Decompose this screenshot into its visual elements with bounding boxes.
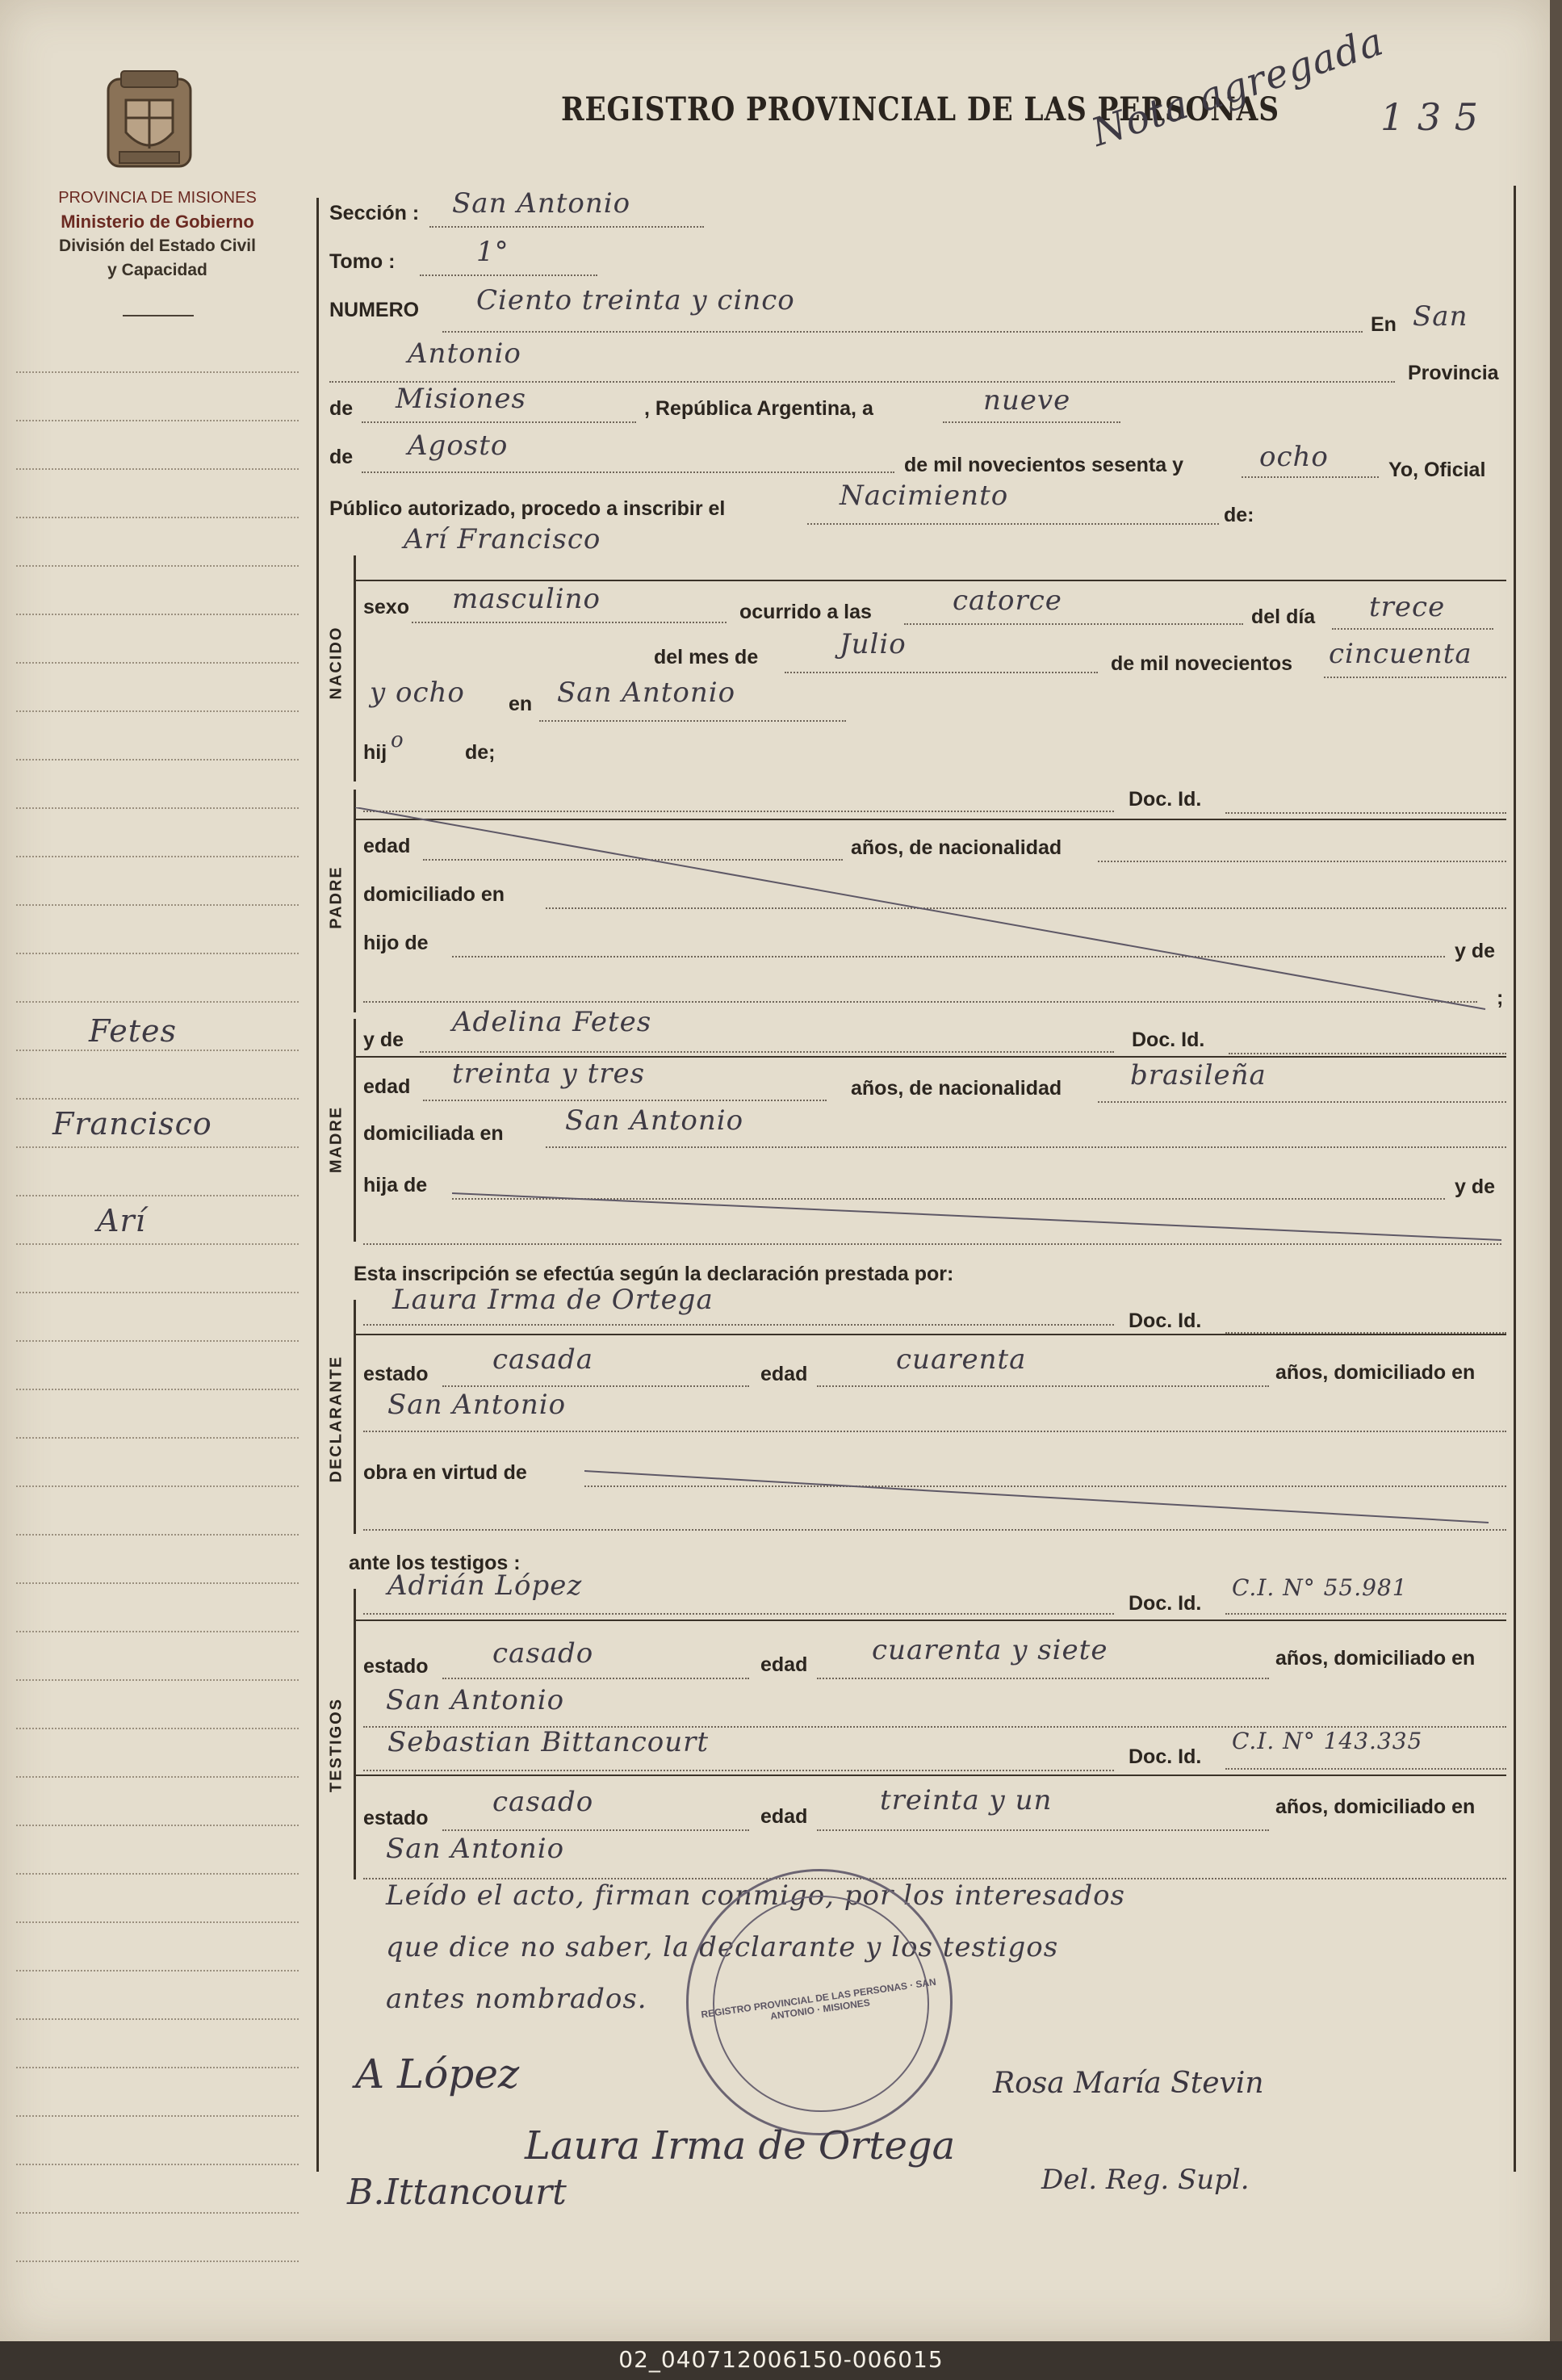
margin-ruled-line (16, 904, 299, 906)
testigo1-estado-line (442, 1678, 749, 1679)
page-title: REGISTRO PROVINCIAL DE LAS PERSONAS (561, 90, 1279, 128)
en-label: En (1371, 313, 1397, 336)
mes-nacimiento-line (785, 672, 1098, 673)
sexo-value: masculino (452, 583, 601, 615)
margin-ruled-line (16, 2212, 299, 2214)
signature-witness-2: B.Ittancourt (347, 2172, 567, 2213)
margin-ruled-line (16, 1873, 299, 1875)
anio-nacimiento-line (1324, 677, 1506, 678)
testigo1-doc-value: C.I. N° 55.981 (1232, 1574, 1408, 1601)
declarante-nombre-value: Laura Irma de Ortega (392, 1284, 714, 1316)
image-id: 02_040712006150-006015 (618, 2346, 944, 2373)
registered-name: Arí Francisco (404, 523, 601, 555)
margin-ruled-line (16, 565, 299, 567)
dia-line (943, 421, 1120, 423)
padre-section-label: PADRE (327, 865, 345, 929)
image-id-bar (0, 2341, 1562, 2380)
declarante-estado-value: casada (492, 1343, 594, 1376)
declarante-domicilio-label: años, domiciliado en (1275, 1361, 1476, 1384)
margin-ruled-line (16, 710, 299, 712)
hora-value: catorce (953, 585, 1062, 617)
sexo-label: sexo (363, 596, 409, 618)
testigo2-nombre-line (363, 1770, 1114, 1771)
madre-y-de2-label: y de (1455, 1175, 1496, 1198)
testigo2-domicilio-label: años, domiciliado en (1275, 1795, 1476, 1818)
en-value: San (1413, 300, 1468, 333)
division-line-1: División del Estado Civil (59, 237, 256, 255)
margin-ruled-line (16, 2261, 299, 2262)
testigos-intro: ante los testigos : (349, 1552, 521, 1574)
declarante-domicilio-line (363, 1431, 1506, 1432)
obra-cross-out (584, 1463, 1497, 1527)
margin-ruled-line (16, 953, 299, 954)
record-number: 1 3 5 (1380, 95, 1480, 139)
acto-value: Nacimiento (840, 480, 1009, 512)
testigo2-domicilio-value: San Antonio (386, 1833, 565, 1865)
margin-ruled-line (16, 662, 299, 664)
madre-bracket (354, 1019, 356, 1242)
header-annotation: Nota agregada (1086, 19, 1389, 156)
anio-nacimiento-continued: y ocho (370, 677, 465, 709)
testigo2-estado-line (442, 1829, 749, 1831)
anio-label: de mil novecientos sesenta y (904, 454, 1183, 476)
del-dia-label: del día (1251, 605, 1316, 628)
testigo1-nombre-line (363, 1613, 1114, 1615)
padre-domicilio-label: domiciliado en (363, 883, 505, 906)
margin-ruled-line (16, 1243, 299, 1245)
madre-doc-line (1229, 1053, 1506, 1054)
en-nacimiento-label: en (509, 693, 533, 715)
provincia-value: Misiones (396, 383, 526, 415)
margin-ruled-line (16, 614, 299, 615)
declarante-nombre-line (363, 1324, 1114, 1326)
margin-ruled-line (16, 1970, 299, 1971)
obra-line-2 (363, 1529, 1506, 1531)
margin-ruled-line (16, 517, 299, 518)
padre-semicolon: ; (1497, 987, 1504, 1009)
margin-ruled-line (16, 1340, 299, 1342)
margin-ruled-line (16, 2018, 299, 2020)
padre-edad-label: edad (363, 835, 411, 857)
tomo-value: 1° (476, 236, 509, 268)
testigo2-edad-label: edad (760, 1805, 808, 1828)
margin-ruled-line (16, 2067, 299, 2068)
madre-edad-label: edad (363, 1075, 411, 1098)
testigos-top-rule (354, 1619, 1506, 1621)
acto-line (807, 523, 1219, 525)
declarante-estado-label: estado (363, 1363, 429, 1385)
madre-domicilio-value: San Antonio (565, 1104, 744, 1137)
declarante-doc-label: Doc. Id. (1129, 1309, 1202, 1332)
lugar-value: San Antonio (557, 677, 736, 709)
tomo-line (420, 274, 597, 276)
hijo-label: hij (363, 741, 387, 764)
testigo2-doc-value: C.I. N° 143.335 (1232, 1728, 1423, 1754)
seccion-line (429, 226, 704, 228)
numero-line (442, 331, 1363, 333)
testigo1-doc-label: Doc. Id. (1129, 1592, 1202, 1615)
closing-line-3: antes nombrados. (386, 1983, 647, 2015)
mil-label: de mil novecientos (1111, 652, 1293, 675)
margin-ruled-line (16, 420, 299, 421)
margin-note-surname: Fetes (89, 1013, 178, 1049)
testigo1-doc-line (1225, 1613, 1506, 1615)
seccion-label: Sección : (329, 202, 420, 224)
margin-note-given-name: Francisco (52, 1106, 212, 1142)
division-line-2: y Capacidad (107, 261, 207, 279)
anio-nacimiento-value: cincuenta (1329, 638, 1472, 670)
margin-ruled-line (16, 2164, 299, 2165)
madre-edad-value: treinta y tres (452, 1058, 646, 1090)
divider (123, 315, 194, 316)
madre-section-label: MADRE (327, 1105, 345, 1174)
nacido-bracket (354, 555, 356, 781)
margin-ruled-line (16, 2115, 299, 2117)
declarante-edad-line (817, 1385, 1269, 1387)
sexo-line (412, 622, 727, 623)
madre-doc-label: Doc. Id. (1132, 1029, 1205, 1051)
madre-abuela-line (363, 1243, 1501, 1245)
madre-edad-line (423, 1100, 827, 1101)
declarante-section-label: DECLARANTE (327, 1355, 345, 1483)
margin-ruled-line (16, 371, 299, 373)
madre-domicilio-label: domiciliada en (363, 1122, 504, 1145)
hijo-suffix: o (391, 728, 404, 752)
madre-nombre-line (420, 1051, 1114, 1053)
madre-y-de-label: y de (363, 1029, 404, 1051)
provincia-line (362, 421, 636, 423)
seccion-value: San Antonio (452, 187, 631, 220)
testigo2-doc-label: Doc. Id. (1129, 1745, 1202, 1768)
margin-ruled-line (16, 856, 299, 857)
coat-of-arms-icon (102, 68, 197, 171)
margin-ruled-line (16, 468, 299, 470)
margin-note-first-name: Arí (97, 1203, 146, 1238)
nacido-section-label: NACIDO (327, 626, 345, 700)
obra-label: obra en virtud de (363, 1461, 527, 1484)
anio-line (1242, 476, 1379, 478)
margin-ruled-line (16, 1534, 299, 1536)
ocurrido-label: ocurrido a las (739, 601, 872, 623)
mes-nacimiento-value: Julio (840, 628, 907, 660)
testigo1-domicilio-label: años, domiciliado en (1275, 1647, 1476, 1670)
padre-nacionalidad-label: años, de nacionalidad (851, 836, 1062, 859)
de3-label: de: (1224, 504, 1254, 526)
numero-value: Ciento treinta y cinco (476, 284, 795, 316)
declarante-edad-label: edad (760, 1363, 808, 1385)
frame-left-border (316, 198, 319, 2172)
madre-nacionalidad-label: años, de nacionalidad (851, 1077, 1062, 1100)
declarante-estado-line (442, 1385, 749, 1387)
dia-nacimiento-line (1332, 628, 1493, 630)
padre-y-de-label: y de (1455, 940, 1496, 962)
testigo2-rule (354, 1775, 1506, 1776)
margin-ruled-line (16, 759, 299, 761)
madre-nacionalidad-line (1098, 1101, 1506, 1103)
testigo2-edad-line (817, 1829, 1269, 1831)
margin-ruled-line (16, 807, 299, 809)
testigo1-nombre: Adrián López (387, 1569, 583, 1602)
madre-nacionalidad-value: brasileña (1130, 1059, 1267, 1092)
testigo1-estado-label: estado (363, 1655, 429, 1678)
en-value-continued: Antonio (408, 337, 521, 370)
margin-ruled-line (16, 1389, 299, 1390)
declarante-domicilio-value: San Antonio (387, 1389, 567, 1421)
dia-value: nueve (983, 384, 1071, 417)
margin-ruled-line (16, 1485, 299, 1487)
testigo1-estado-value: casado (492, 1637, 594, 1670)
padre-hijo-de-label: hijo de (363, 932, 429, 954)
testigo1-edad-label: edad (760, 1653, 808, 1676)
madre-cross-out (452, 1187, 1510, 1243)
official-stamp (686, 1869, 953, 2135)
margin-ruled-line (16, 1195, 299, 1196)
stamp-text: REGISTRO PROVINCIAL DE LAS PERSONAS · SAN ANTONIO · MISIONES (700, 1976, 937, 2022)
testigo1-domicilio-value: San Antonio (386, 1684, 565, 1716)
de2-label: de (329, 446, 354, 468)
yo-label: Yo, Oficial (1388, 459, 1486, 481)
margin-ruled-line (16, 1582, 299, 1584)
declarante-intro: Esta inscripción se efectúa según la declaración prestada por: (354, 1263, 954, 1285)
mes-line (362, 471, 894, 473)
testigos-section-label: TESTIGOS (327, 1697, 345, 1793)
signature-witness-1: A López (355, 2051, 520, 2097)
hora-line (904, 623, 1243, 625)
madre-nombre-value: Adelina Fetes (452, 1006, 652, 1038)
madre-hija-de-label: hija de (363, 1174, 428, 1196)
margin-ruled-line (16, 1825, 299, 1826)
testigo2-estado-value: casado (492, 1786, 594, 1818)
de-label: de (329, 397, 354, 420)
testigo2-nombre: Sebastian Bittancourt (387, 1726, 710, 1758)
margin-ruled-line (16, 1921, 299, 1923)
frame-right-border (1514, 186, 1516, 2172)
margin-ruled-line (16, 1001, 299, 1003)
nacido-top-rule (354, 580, 1506, 581)
margin-ruled-line (16, 1050, 299, 1051)
numero-label: NUMERO (329, 299, 420, 321)
testigo1-edad-line (817, 1678, 1269, 1679)
madre-domicilio-line (546, 1146, 1506, 1148)
signature-official: Rosa María Stevin (993, 2067, 1264, 2100)
testigo2-estado-label: estado (363, 1807, 429, 1829)
issuer-header (8, 186, 307, 283)
province-name: PROVINCIA DE MISIONES (58, 189, 257, 207)
official-title: Del. Reg. Supl. (1041, 2164, 1250, 2196)
padre-doc-label: Doc. Id. (1129, 788, 1202, 811)
lugar-line (539, 720, 846, 722)
testigo2-doc-line (1225, 1768, 1506, 1770)
margin-ruled-line (16, 1631, 299, 1632)
publico-label: Público autorizado, procedo a inscribir el (329, 497, 726, 520)
hijo-de-label: de; (465, 741, 496, 764)
margin-ruled-line (16, 1776, 299, 1778)
declarante-edad-value: cuarenta (896, 1343, 1027, 1376)
closing-line-2: que dice no saber, la declarante y los testigos (386, 1931, 1059, 1963)
testigo1-edad-value: cuarenta y siete (872, 1634, 1108, 1666)
margin-ruled-line (16, 1437, 299, 1439)
margin-ruled-line (16, 1728, 299, 1729)
mes-value: Agosto (408, 429, 509, 462)
anio-value: ocho (1259, 441, 1329, 473)
tomo-label: Tomo : (329, 250, 396, 273)
signature-declarant: Laura Irma de Ortega (525, 2123, 956, 2168)
dia-nacimiento-value: trece (1369, 591, 1446, 623)
margin-ruled-line (16, 1679, 299, 1681)
republica-label: , República Argentina, a (644, 397, 873, 420)
padre-cross-out (355, 807, 1496, 1017)
provincia-label: Provincia (1408, 362, 1499, 384)
ministry-name: Ministerio de Gobierno (61, 212, 254, 232)
margin-ruled-line (16, 1146, 299, 1148)
margin-ruled-line (16, 1098, 299, 1100)
del-mes-label: del mes de (654, 646, 759, 668)
closing-line-1: Leído el acto, firman conmigo, por los interesados (386, 1879, 1126, 1912)
declarante-top-rule (354, 1334, 1506, 1335)
margin-ruled-line (16, 1292, 299, 1293)
testigo2-edad-value: treinta y un (880, 1784, 1053, 1816)
testigos-bracket (354, 1589, 356, 1879)
